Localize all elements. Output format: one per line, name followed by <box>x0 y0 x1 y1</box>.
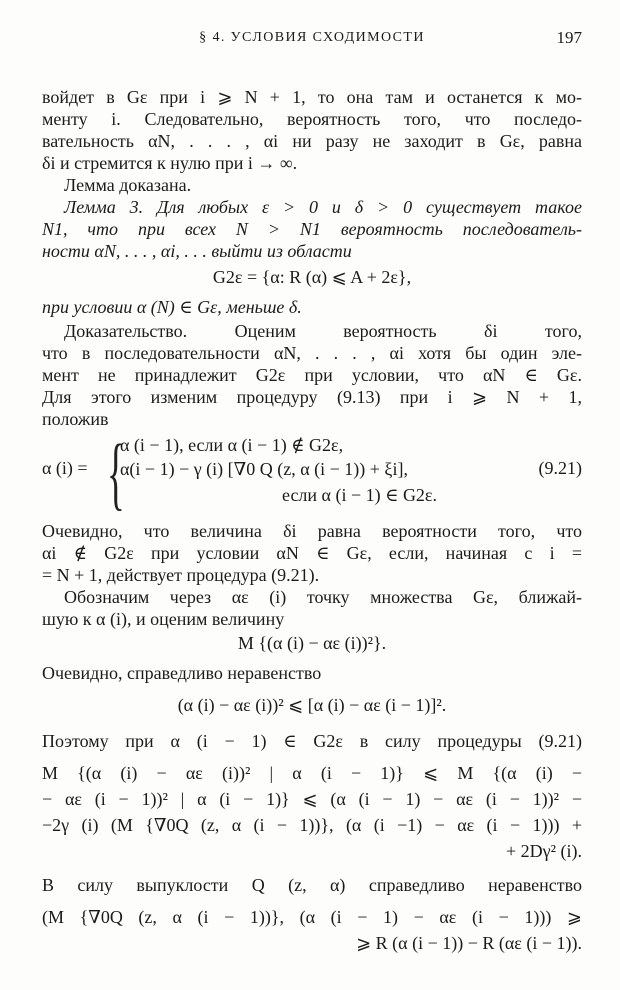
text-line: Лемма доказана. <box>64 175 192 195</box>
text-line: = N + 1, действует процедура (9.21). <box>42 565 320 585</box>
formula: (α (i) − αε (i))² ⩽ [α (i) − αε (i − 1)]². <box>177 695 447 715</box>
equation-case: α(i − 1) − γ (i) [∇0 Q (z, α (i − 1)) + ξi], <box>120 459 408 479</box>
formula: + 2Dγ² (i). <box>506 841 582 861</box>
text-line: δi и стремится к нулю при i → ∞. <box>42 153 298 173</box>
text-line: Очевидно, что величина δi равна вероятности того, что <box>42 521 582 541</box>
brace: { <box>107 427 125 518</box>
text-line: что в последовательности αN, . . . , αi хотя бы один эле- <box>42 343 582 363</box>
page-number: 197 <box>556 28 582 47</box>
text-line: войдет в Gε при i ⩾ N + 1, то она там и останется к мо- <box>42 87 582 107</box>
formula: M {(α (i) − αε (i))²}. <box>237 633 387 653</box>
formula: −2γ (i) (M {∇0Q (z, α (i − 1))}, (α (i −1) − αε (i − 1))) + <box>42 815 582 835</box>
text-line: Очевидно, справедливо неравенство <box>42 663 322 683</box>
text-line: В силу выпуклости Q (z, α) справедливо неравенство <box>42 875 582 895</box>
text-line: мент не принадлежит G2ε при условии, что αN ∈ Gε. <box>42 365 582 385</box>
formula: (M {∇0Q (z, α (i − 1))}, (α (i − 1) − αε (i − 1))) ⩾ <box>42 907 582 927</box>
formula: M {(α (i) − αε (i))² | α (i − 1)} ⩽ M {(α (i) − <box>42 763 582 783</box>
formula: ⩾ R (α (i − 1)) − R (αε (i − 1)). <box>356 933 582 953</box>
formula: G2ε = {α: R (α) ⩽ A + 2ε}, <box>212 267 412 287</box>
lemma-statement: N1, что при всех N > N1 вероятность последователь- <box>42 219 582 239</box>
lemma-statement: ности αN, . . . , αi, . . . выйти из области <box>42 241 352 261</box>
equation-case: если α (i − 1) ∈ G2ε. <box>282 485 437 505</box>
text-line: αi ∉ G2ε при условии αN ∈ Gε, если, начиная с i = <box>42 543 582 563</box>
text-line: менту i. Следовательно, вероятность того, что последо- <box>42 109 582 129</box>
lemma-statement: при условии α (N) ∈ Gε, меньше δ. <box>42 297 302 317</box>
section-title: § 4. УСЛОВИЯ СХОДИМОСТИ <box>199 30 425 45</box>
formula: − αε (i − 1))² | α (i − 1)} ⩽ (α (i − 1) − αε (i − 1))² − <box>42 789 582 809</box>
text-line: положив <box>42 409 109 429</box>
text-line: шую к α (i), и оценим величину <box>42 609 285 629</box>
equation-case: α (i − 1), если α (i − 1) ∉ G2ε, <box>120 435 344 455</box>
lemma-statement: Лемма 3. Для любых ε > 0 и δ > 0 существует такое <box>64 197 582 217</box>
page-header <box>42 28 582 52</box>
text-line: Обозначим через αε (i) точку множества Gε, ближай- <box>64 587 582 607</box>
text-line: Для этого изменим процедуру (9.13) при i ⩾ N + 1, <box>42 387 582 407</box>
equation-number: (9.21) <box>538 458 582 478</box>
text-line: вательность αN, . . . , αi ни разу не заходит в Gε, равна <box>42 131 582 151</box>
equation-lhs: α (i) = <box>42 458 88 478</box>
text-line: Поэтому при α (i − 1) ∈ G2ε в силу процедуры (9.21) <box>42 731 582 751</box>
text-line: Доказательство. Оценим вероятность δi того, <box>64 321 582 341</box>
